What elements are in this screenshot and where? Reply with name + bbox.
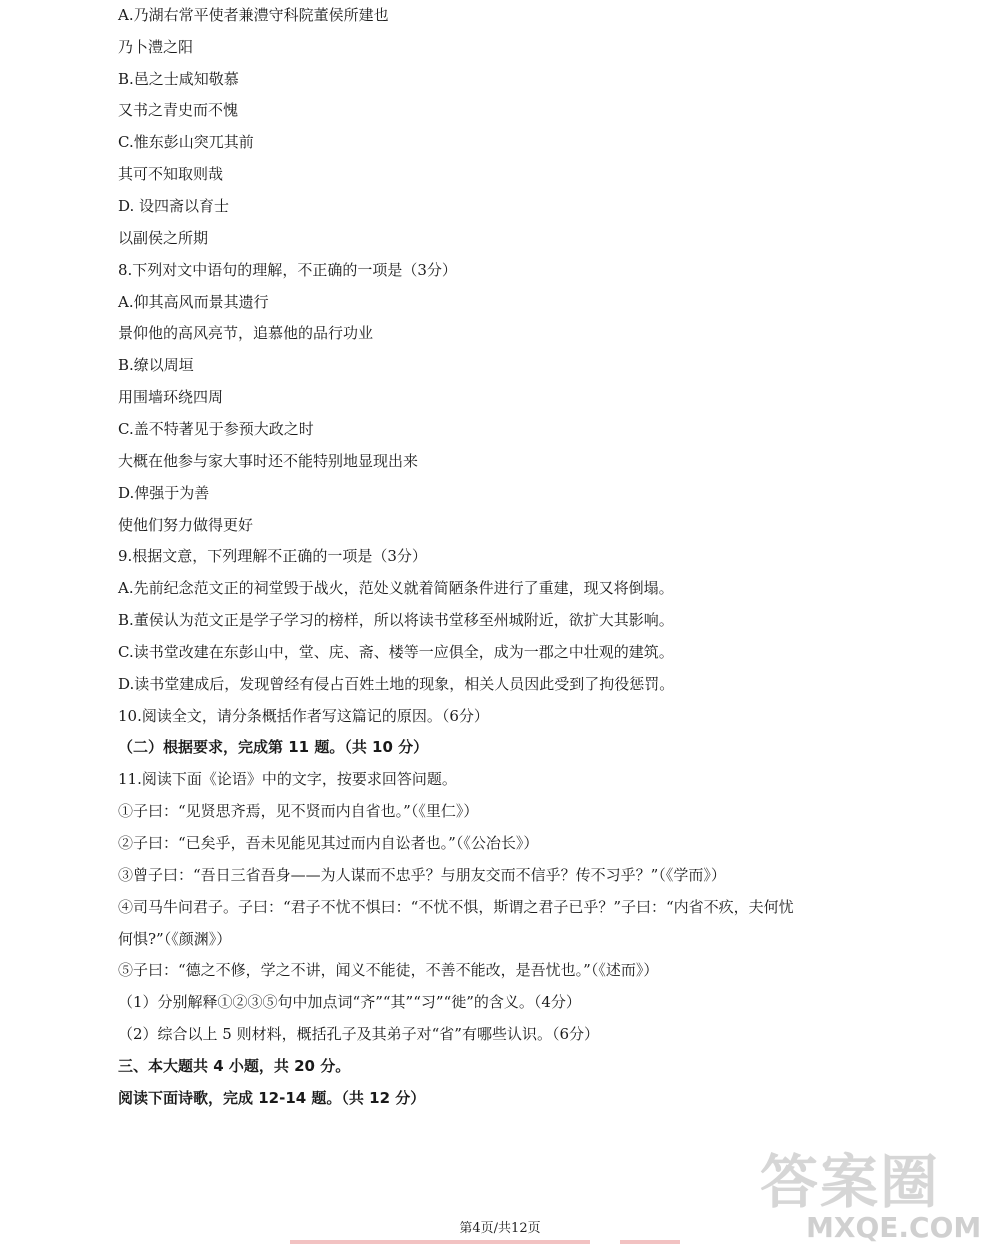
- page-indicator: 第4页/共12页: [459, 1221, 541, 1236]
- bottom-decoration: [0, 1240, 1000, 1247]
- analects-quote-4: ④司马牛问君子。子曰：“君子不忧不惧曰：“不忧不惧，斯谓之君子已乎？”子曰：“内省不疚，夫何忧: [118, 898, 794, 916]
- option-8d-explanation: 使他们努力做得更好: [118, 516, 254, 534]
- watermark-url: MXQE.COM: [806, 1211, 982, 1244]
- option-7a-phrase: 乃卜澧之阳: [118, 38, 194, 56]
- option-8d: D.俾强于为善: [118, 484, 210, 502]
- option-8a: A.仰其高风而景其遗行: [118, 293, 269, 311]
- question-11: 11.阅读下面《论语》中的文字，按要求回答问题。: [118, 770, 457, 788]
- analects-quote-3: ③曾子曰：“吾日三省吾身——为人谋而不忠乎？与朋友交而不信乎？传不习乎？”（《学而》）: [118, 866, 726, 884]
- watermark-title: 答案圈: [760, 1148, 941, 1216]
- section-heading-2: （二）根据要求，完成第 11 题。（共 10 分）: [118, 738, 429, 756]
- option-7c-phrase: 其可不知取则哉: [118, 165, 224, 183]
- option-8b: B.缭以周垣: [118, 356, 194, 374]
- option-8c-explanation: 大概在他参与家大事时还不能特别地显现出来: [118, 452, 419, 470]
- option-8c: C.盖不特著见于参预大政之时: [118, 420, 314, 438]
- option-8b-explanation: 用围墙环绕四周: [118, 388, 224, 406]
- option-7b-phrase: 又书之青史而不愧: [118, 101, 239, 119]
- analects-quote-1: ①子曰：“见贤思齐焉，见不贤而内自省也。”（《里仁》）: [118, 802, 479, 820]
- option-9b: B.董侯认为范文正是学子学习的榜样，所以将读书堂移至州城附近，欲扩大其影响。: [118, 611, 674, 629]
- subquestion-11-1: （1）分别解释①②③⑤句中加点词“齐”“其”“习”“徙”的含义。（4分）: [118, 993, 581, 1011]
- question-9: 9.根据文意，下列理解不正确的一项是（3分）: [118, 547, 427, 565]
- poem-instruction: 阅读下面诗歌，完成 12-14 题。（共 12 分）: [118, 1089, 426, 1107]
- option-9c: C.读书堂改建在东彭山中，堂、庑、斋、楼等一应俱全，成为一郡之中壮观的建筑。: [118, 643, 674, 661]
- question-10: 10.阅读全文，请分条概括作者写这篇记的原因。（6分）: [118, 707, 489, 725]
- analects-quote-2: ②子曰：“已矣乎，吾未见能见其过而内自讼者也。”（《公冶长》）: [118, 834, 539, 852]
- option-7b: B.邑之士咸知敬慕: [118, 70, 239, 88]
- option-8a-explanation: 景仰他的高风亮节，追慕他的品行功业: [118, 324, 374, 342]
- section-heading-3: 三、本大题共 4 小题，共 20 分。: [118, 1057, 351, 1075]
- subquestion-11-2: （2）综合以上 5 则材料，概括孔子及其弟子对“省”有哪些认识。（6分）: [118, 1025, 600, 1043]
- option-7d-phrase: 以副侯之所期: [118, 229, 209, 247]
- option-7a: A.乃湖右常平使者兼澧守科院董侯所建也: [118, 6, 389, 24]
- analects-quote-5: ⑤子曰：“德之不修，学之不讲，闻义不能徒，不善不能改，是吾忧也。”（《述而》）: [118, 961, 659, 979]
- option-9d: D.读书堂建成后，发现曾经有侵占百姓土地的现象，相关人员因此受到了拘役惩罚。: [118, 675, 675, 693]
- option-7d: D. 设四斋以育士: [118, 197, 230, 215]
- option-7c: C.惟东彭山突兀其前: [118, 133, 254, 151]
- analects-quote-4-cont: 何惧?”（《颜渊》）: [118, 930, 232, 948]
- option-9a: A.先前纪念范文正的祠堂毁于战火，范处义就着简陋条件进行了重建，现又将倒塌。: [118, 579, 674, 597]
- question-8: 8.下列对文中语句的理解，不正确的一项是（3分）: [118, 261, 457, 279]
